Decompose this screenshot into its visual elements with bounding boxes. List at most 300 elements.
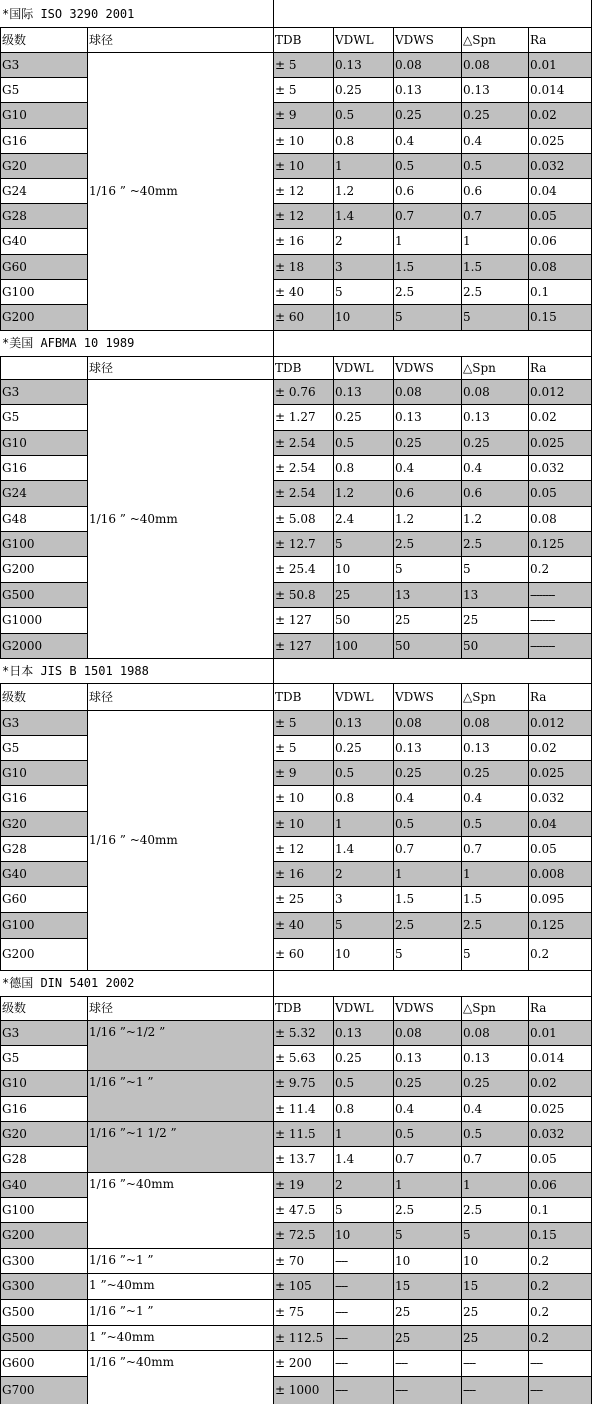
grid-line [273,886,592,887]
cell-grade: G20 [0,811,87,836]
cell-delta-spn: 0.08 [461,1020,528,1045]
cell-tdb: ± 11.4 [275,1101,316,1116]
cell-delta-spn: 0.6 [463,183,483,198]
header-vdwl: VDWL [335,360,374,375]
table-title: *德国 DIN 5401 2002 [2,976,135,990]
cell-ra: 0.05 [528,480,592,506]
cell-tdb: ± 1.27 [275,410,316,424]
cell-tdb: ± 5 [275,740,297,755]
cell-tdb: ± 5 [275,82,297,97]
cell-tdb: ± 5 [273,710,333,735]
cell-tdb: ± 72.5 [273,1222,333,1248]
cell-ra: 0.012 [528,710,592,735]
grid-line [273,1376,592,1377]
cell-vdwl: 25 [333,582,393,607]
cell-vdws: 0.25 [393,760,461,785]
grid-line [0,861,88,862]
cell-tdb: ± 19 [273,1172,333,1197]
cell-vdws: 2.5 [393,531,461,556]
cell-vdwl: 3 [335,892,343,906]
cell-ra: 0.2 [530,947,550,961]
cell-tdb: ± 40 [275,284,305,299]
cell-vdwl: 1.2 [333,480,393,506]
cell-vdwl: 0.5 [333,760,393,785]
cell-tdb: ± 50.8 [273,582,333,607]
header-vdwl: VDWL [335,689,374,704]
grid-line [0,1096,88,1097]
grid-line [333,356,334,658]
cell-vdws: 0.08 [393,52,461,77]
cell-tdb: ± 12 [275,841,305,856]
grid-line [461,356,462,658]
cell-vdws: 0.13 [395,740,422,755]
cell-ra: ---- [528,1376,592,1404]
cell-vdws: 25 [395,1305,411,1319]
header-grade: 级数 [2,1001,27,1015]
cell-grade: G40 [0,861,87,886]
cell-vdwl: 0.13 [333,52,393,77]
cell-tdb: ± 18 [273,254,333,279]
cell-vdws: 0.25 [393,1070,461,1096]
cell-grade: G20 [0,153,87,178]
cell-vdwl: ---- [333,1325,393,1350]
cell-vdws: 0.7 [393,203,461,228]
header-ra: Ra [530,689,547,704]
cell-ra: 0.05 [528,203,592,228]
cell-grade: G5 [2,740,20,755]
grid-line [0,102,88,103]
cell-ra: 0.01 [528,1020,592,1045]
cell-delta-spn: 0.5 [461,811,528,836]
grid-line [273,404,592,405]
cell-grade: G300 [0,1273,87,1299]
cell-grade: G700 [0,1376,87,1404]
cell-ra: 0.02 [530,410,557,424]
grid-line [273,683,274,970]
cell-ra: 0.1 [530,1202,550,1217]
cell-ra: 0.2 [530,562,550,576]
cell-vdwl: 0.8 [335,460,355,475]
cell-vdws: 1 [393,861,461,886]
grid-line [0,1376,88,1377]
cell-tdb: ± 2.54 [273,480,333,506]
grid-line [0,1121,592,1122]
cell-delta-spn: 0.4 [463,791,483,805]
cell-grade: G1000 [2,613,43,627]
cell-grade: G28 [2,1152,27,1166]
cell-ra: 0.2 [528,1273,592,1299]
grid-line [333,27,334,330]
cell-delta-spn: 25 [463,613,479,627]
cell-delta-spn: 5 [463,947,471,961]
cell-vdwl: 10 [333,1222,393,1248]
cell-vdws: 0.08 [393,710,461,735]
grid-line [273,330,274,356]
cell-delta-spn: 13 [461,582,528,607]
cell-vdwl: 1.2 [335,183,355,198]
cell-tdb: ± 5 [273,52,333,77]
cell-tdb: ± 9 [273,102,333,128]
grid-line [273,430,592,431]
grid-line [0,27,1,330]
grid-line [273,582,592,583]
cell-delta-spn: 0.4 [463,133,483,148]
grid-line [0,556,88,557]
cell-delta-spn: 0.25 [461,102,528,128]
cell-delta-spn: 0.7 [461,203,528,228]
grid-line [0,582,88,583]
cell-vdws: 5 [395,562,403,576]
cell-vdws: 1.5 [395,892,415,906]
cell-grade: G28 [0,203,87,228]
cell-tdb: ± 127 [273,633,333,658]
grid-line [528,27,529,330]
cell-delta-spn: 2.5 [461,912,528,938]
cell-grade: G300 [2,1253,35,1268]
cell-vdwl: 10 [333,304,393,330]
grid-line [273,506,592,507]
cell-tdb: ± 5.08 [275,511,316,526]
ball-diameter-cell: 1/16 ”~1 ” [89,1253,154,1267]
cell-vdws: 2.5 [395,1202,415,1217]
grid-line [0,710,592,711]
cell-delta-spn: 0.25 [461,1070,528,1096]
grid-line [0,228,88,229]
grid-line [273,27,274,330]
cell-vdws: 0.4 [395,1101,415,1116]
cell-vdwl: 0.25 [335,740,362,755]
ball-diameter-cell: 1/16 ” ~40mm [89,833,178,847]
cell-vdwl: 100 [333,633,393,658]
cell-grade: G3 [0,379,87,404]
header-ra: Ra [530,1001,547,1015]
cell-grade: G500 [0,582,87,607]
grid-line [0,735,88,736]
cell-delta-spn: 0.08 [461,379,528,404]
header-delta-spn: △Spn [463,32,496,47]
cell-vdws: 0.25 [393,102,461,128]
cell-delta-spn: 5 [461,304,528,330]
cell-vdws: ---- [395,1356,408,1370]
grid-line [0,27,592,28]
grid-line [333,996,334,1404]
cell-grade: G28 [2,841,27,856]
cell-vdws: 5 [393,304,461,330]
grid-line [0,811,88,812]
grid-line [273,785,592,786]
cell-tdb: ± 10 [275,791,305,805]
cell-grade: G600 [2,1356,35,1370]
cell-delta-spn: ---- [461,1376,528,1404]
header-ra: Ra [530,360,547,375]
cell-delta-spn: 5 [461,1222,528,1248]
ball-diameter-cell: 1/16 ”~40mm [89,1177,174,1191]
cell-grade: G60 [2,892,27,906]
ball-diameter-cell: 1/16 ”~1 ” [89,1304,154,1318]
cell-delta-spn: 0.08 [461,710,528,735]
cell-delta-spn: 15 [461,1273,528,1299]
cell-ra: 0.014 [530,82,565,97]
cell-vdwl: 50 [335,613,351,627]
grid-line [0,404,88,405]
cell-ra: 0.06 [528,1172,592,1197]
grid-line [0,1273,592,1274]
grid-line [273,912,592,913]
cell-vdwl: 1 [333,1121,393,1146]
cell-ra: 0.032 [528,153,592,178]
cell-vdwl: 0.13 [333,1020,393,1045]
cell-ra: 0.014 [530,1050,565,1065]
grid-line [0,1197,88,1198]
cell-delta-spn: ---- [463,1356,476,1370]
cell-vdwl: 2 [335,234,343,248]
cell-tdb: ± 2.54 [273,430,333,455]
grid-line [0,153,88,154]
header-ball-diameter: 球径 [89,360,114,375]
cell-vdws: 5 [393,1222,461,1248]
cell-grade: G100 [2,284,35,299]
ball-diameter-cell: 1 ”~40mm [89,1278,155,1292]
cell-tdb: ± 12 [275,183,305,198]
cell-tdb: ± 12.7 [273,531,333,556]
cell-tdb: ± 127 [275,613,312,627]
cell-delta-spn: 0.13 [463,82,490,97]
cell-vdwl: 2 [333,861,393,886]
cell-vdws: 1 [395,234,403,248]
cell-grade: G3 [0,710,87,735]
grid-line [273,861,592,862]
ball-diameter-cell: 1/16 ” ~40mm [89,511,178,526]
ball-diameter-cell: 1/16 ”~1/2 ” [87,1020,273,1070]
ball-diameter-cell: 1/16 ”~1 ” [87,1070,273,1121]
grid-line [0,996,1,1404]
cell-grade: G100 [2,1202,35,1217]
cell-ra: 0.15 [528,1222,592,1248]
cell-vdws: 1.5 [393,254,461,279]
cell-grade: G500 [0,1325,87,1350]
cell-vdwl: 5 [333,912,393,938]
grid-line [0,379,592,380]
cell-tdb: ± 40 [273,912,333,938]
cell-grade: G10 [0,102,87,128]
cell-tdb: ± 75 [275,1305,305,1319]
cell-tdb: ± 10 [275,133,305,148]
cell-vdws: 15 [393,1273,461,1299]
cell-vdwl: 1 [333,153,393,178]
grid-line [0,356,592,357]
ball-diameter-cell: 1/16 ”~1 1/2 ” [87,1121,273,1172]
cell-tdb: ± 9.75 [273,1070,333,1096]
cell-vdwl: 0.13 [333,710,393,735]
grid-line [273,760,592,761]
cell-tdb: ± 5.32 [273,1020,333,1045]
cell-ra: 0.025 [530,1101,565,1116]
cell-tdb: ± 200 [275,1356,312,1370]
cell-ra: 0.2 [530,1253,550,1268]
cell-ra: 0.05 [530,841,557,856]
cell-ra: 0.02 [528,1070,592,1096]
grid-line [0,1248,592,1249]
header-ball-diameter: 球径 [89,689,114,704]
grid-line [273,970,274,996]
cell-tdb: ± 25 [275,892,305,906]
cell-delta-spn: 0.08 [461,52,528,77]
grid-line [0,356,1,658]
cell-tdb: ± 13.7 [275,1152,316,1166]
cell-tdb: ± 10 [273,153,333,178]
cell-vdws: 0.5 [393,153,461,178]
grid-line [273,178,592,179]
cell-vdwl: 0.5 [333,1070,393,1096]
cell-ra: 0.095 [530,892,565,906]
cell-grade: G3 [0,1020,87,1045]
ball-diameter-cell: 1/16 ” ~40mm [89,184,178,198]
cell-vdwl: 1 [333,811,393,836]
cell-delta-spn: 2.5 [463,284,483,299]
header-grade [0,356,87,379]
grid-line [0,886,88,887]
grid-line [273,228,592,229]
cell-delta-spn: 1 [463,234,471,248]
cell-vdws: 1.2 [395,511,415,526]
cell-tdb: ± 47.5 [275,1202,316,1217]
cell-vdws: 0.7 [395,841,415,856]
cell-vdws: 25 [395,613,411,627]
cell-vdwl: 0.25 [335,410,362,424]
cell-delta-spn: 1.5 [463,892,483,906]
cell-delta-spn: 0.5 [461,1121,528,1146]
cell-tdb: ± 12 [273,203,333,228]
cell-ra: 0.08 [530,511,557,526]
cell-vdwl: 0.5 [333,102,393,128]
grid-line [0,1045,88,1046]
cell-ra: 0.008 [528,861,592,886]
cell-grade: G40 [0,1172,87,1197]
cell-vdws: 0.4 [395,791,415,805]
cell-tdb: ± 10 [273,811,333,836]
grid-line [273,836,592,837]
cell-ra: 0.2 [528,1325,592,1350]
ball-diameter-cell: 1 ”~40mm [89,1330,155,1344]
cell-tdb: ± 11.5 [273,1121,333,1146]
grid-line [273,996,274,1404]
grid-line [0,304,88,305]
cell-grade: G200 [2,562,35,576]
cell-grade: G5 [2,1050,20,1065]
cell-ra: 0.05 [530,1152,557,1166]
cell-delta-spn: 0.7 [463,1152,483,1166]
grid-line [0,1350,592,1351]
cell-grade: G10 [0,430,87,455]
grid-line [0,912,88,913]
cell-delta-spn: 0.6 [461,480,528,506]
header-tdb: TDB [275,1001,302,1015]
grid-line [273,153,592,154]
cell-grade: G10 [0,760,87,785]
cell-vdws: 0.4 [395,133,415,148]
cell-tdb: ± 112.5 [273,1325,333,1350]
cell-ra: 0.01 [528,52,592,77]
cell-vdwl: ---- [335,1305,348,1319]
cell-ra: 0.04 [528,811,592,836]
cell-grade: G2000 [0,633,87,658]
grid-line [0,1146,88,1147]
cell-delta-spn: 25 [463,1305,479,1319]
header-vdwl: VDWL [335,32,374,47]
grid-line [0,1172,592,1173]
grid-line [0,785,88,786]
grid-line [273,77,592,78]
grid-line [0,607,88,608]
header-vdws: VDWS [395,689,434,704]
cell-vdws: 0.08 [393,1020,461,1045]
cell-vdwl: ---- [335,1356,348,1370]
grid-line [0,1325,592,1326]
cell-tdb: ± 0.76 [273,379,333,404]
cell-vdwl: 5 [335,1202,343,1217]
cell-vdwl: 10 [335,562,351,576]
grid-line [0,480,88,481]
cell-vdws: 0.13 [395,410,422,424]
grid-line [273,455,592,456]
cell-delta-spn: 0.25 [461,760,528,785]
header-vdws: VDWS [395,1001,434,1015]
header-vdws: VDWS [395,32,434,47]
cell-delta-spn: 0.5 [461,153,528,178]
grid-line [393,996,394,1404]
cell-ra: 0.012 [528,379,592,404]
cell-vdws: 2.5 [393,912,461,938]
cell-delta-spn: 0.13 [463,740,490,755]
cell-delta-spn: 2.5 [461,531,528,556]
header-delta-spn: △Spn [463,1001,496,1015]
cell-delta-spn: 1.2 [463,511,483,526]
grid-line [273,633,592,634]
cell-vdws: 0.25 [393,430,461,455]
grid-line [0,1222,88,1223]
grid-line [0,254,88,255]
grid-line [273,556,592,557]
cell-ra: 0.125 [528,531,592,556]
cell-vdwl: ---- [333,1376,393,1404]
cell-delta-spn: 25 [461,1325,528,1350]
grid-line [0,455,88,456]
cell-vdwl: 10 [335,947,351,961]
grid-line [273,1222,592,1223]
cell-ra: 0.025 [528,430,592,455]
cell-grade: G200 [2,947,35,961]
grid-line [273,811,592,812]
cell-vdwl: 0.13 [333,379,393,404]
cell-ra: 0.04 [530,183,557,198]
header-delta-spn: △Spn [463,360,496,375]
cell-vdwl: 1.4 [335,1152,355,1166]
grid-line [273,607,592,608]
cell-ra: ---- [530,1356,543,1370]
grid-line [273,938,592,939]
grid-line [273,735,592,736]
grid-line [273,203,592,204]
header-tdb: TDB [275,360,302,375]
cell-grade: G20 [0,1121,87,1146]
grid-line [0,996,592,997]
cell-vdwl: 5 [335,284,343,299]
grid-line [528,356,529,658]
grid-line [333,683,334,970]
grid-line [393,356,394,658]
cell-delta-spn: 10 [463,1253,479,1268]
cell-vdws: 0.6 [395,183,415,198]
